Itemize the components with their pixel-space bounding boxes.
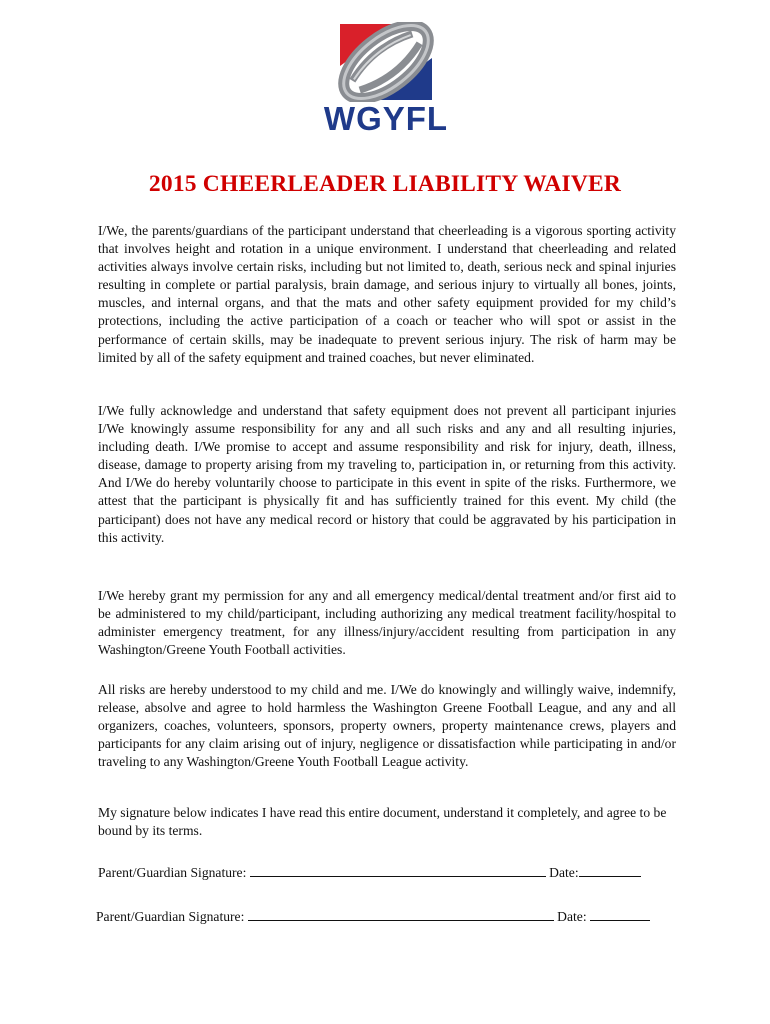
date-label: Date: — [545, 865, 579, 880]
wgyfl-logo — [318, 22, 454, 137]
date-field[interactable] — [579, 864, 641, 877]
waiver-paragraph-agreement: My signature below indicates I have read this entire document, understand it completely, and agree to be bound by its terms. — [98, 805, 667, 839]
football-logo-icon — [318, 22, 454, 102]
waiver-paragraph-medical-permission: I/We hereby grant my permission for any and all emergency medical/dental treatment and/or first aid to be administered to my child/participant, including authorizing any medical treatment facility/hospital to administer emergency treatment, for any illness/injury/accident resulting from participation in any Washington/Greene Youth Football activities. — [98, 588, 676, 658]
date-field[interactable] — [590, 908, 650, 921]
signature-label: Parent/Guardian Signature: — [98, 865, 250, 880]
logo-wordmark: WGYFL — [323, 100, 449, 137]
signature-field[interactable] — [250, 864, 546, 877]
date-label: Date: — [553, 909, 591, 924]
signature-row-2 — [96, 908, 650, 926]
document-title: 2015 CHEERLEADER LIABILITY WAIVER — [148, 171, 622, 197]
waiver-paragraph-risks: I/We, the parents/guardians of the participant understand that cheerleading is a vigorous sporting activity that involves height and rotation in a unique environment. I understand that cheerleading and related activities always involve certain risks, including but not limited to, death, serious neck and spinal injuries resulting in complete or partial paralysis, brain damage, and serious injury to virtually all bones, joints, muscles, and internal organs, and that the mats and other safety equipment provided for my child’s protections, including the active participation of a coach or teacher who will spot or assist in the performance of certain skills, may be inadequate to prevent serious injury. The risk of harm may be limited by all of the safety equipment and trained coaches, but never eliminated. — [98, 223, 676, 365]
waiver-paragraph-release: All risks are hereby understood to my child and me. I/We do knowingly and willingly waive, indemnify, release, absolve and agree to hold harmless the Washington Greene Football League, and any and all organizers, coaches, volunteers, sponsors, property owners, property maintenance crews, players and participants for any claim arising out of injury, negligence or dissatisfaction while participating in and/or traveling to any Washington/Greene Youth Football League activity. — [98, 682, 676, 770]
signature-row-1 — [98, 864, 641, 882]
waiver-paragraph-acknowledgement: I/We fully acknowledge and understand that safety equipment does not prevent all participant injuries I/We knowingly assume responsibility for any and all such risks and any and all resulting injuries, including death. I/We promise to accept and assume responsibility and risk for injury, death, illness, disease, damage to property arising from my traveling to, participation in, or returning from this activity. And I/We do hereby voluntarily choose to participate in this event in spite of the risks. Furthermore, we attest that the participant is physically fit and has sufficiently trained for this event. My child (the participant) does not have any medical record or history that could be aggravated by his participation in this activity. — [98, 403, 676, 545]
signature-field[interactable] — [248, 908, 554, 921]
signature-label: Parent/Guardian Signature: — [96, 909, 248, 924]
